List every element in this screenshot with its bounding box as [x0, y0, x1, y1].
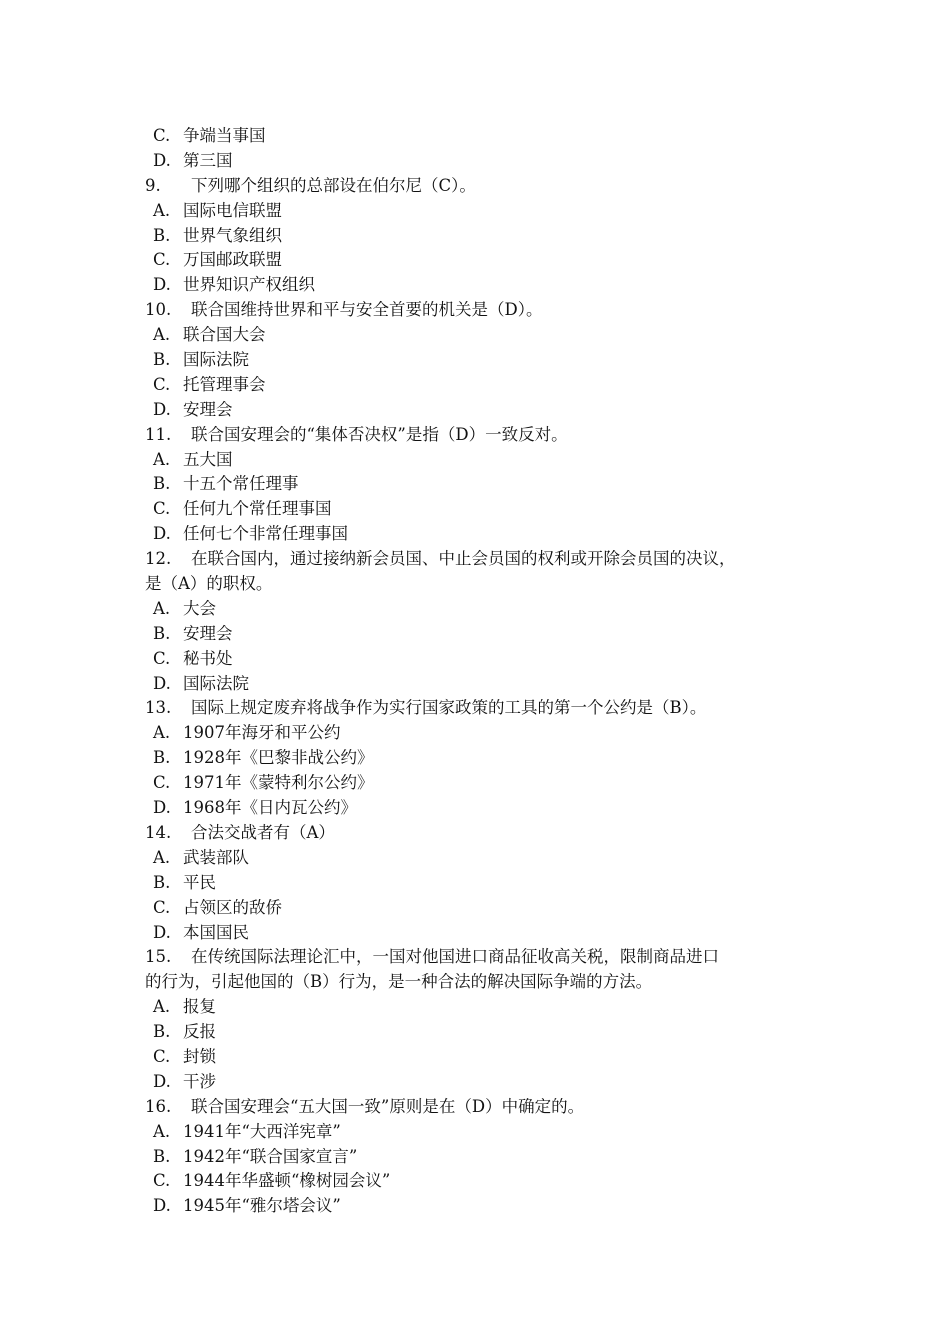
option-text: 1945年“雅尔塔会议”	[183, 1196, 341, 1216]
answer-option	[145, 1120, 815, 1145]
answer-option	[145, 846, 815, 871]
option-text: 1942年“联合国家宣言”	[183, 1146, 358, 1166]
option-text: 1968年《日内瓦公约》	[183, 798, 357, 818]
question-text: 合法交战者有（A）	[191, 822, 335, 842]
answer-option	[145, 1070, 815, 1095]
answer-option	[145, 199, 815, 224]
option-letter: C.	[153, 250, 171, 270]
question-number: 12.	[145, 549, 172, 569]
answer-option	[145, 746, 815, 771]
question-number: 11.	[145, 424, 172, 444]
question-number: 9.	[145, 175, 161, 195]
question-text: 在传统国际法理论汇中，一国对他国进口商品征收高关税，限制商品进口	[191, 947, 719, 967]
option-text: 万国邮政联盟	[183, 250, 282, 270]
answer-option	[145, 796, 815, 821]
answer-option	[145, 149, 815, 174]
answer-option	[145, 348, 815, 373]
question-continuation	[145, 970, 815, 995]
option-text: 安理会	[183, 399, 233, 419]
option-text: 平民	[183, 872, 216, 892]
option-letter: C.	[153, 374, 171, 394]
answer-option	[145, 1194, 815, 1219]
option-letter: A.	[153, 723, 171, 743]
option-text: 武装部队	[183, 847, 249, 867]
question-number: 16.	[145, 1096, 172, 1116]
option-text: 世界气象组织	[183, 225, 282, 245]
option-text: 国际电信联盟	[183, 200, 282, 220]
option-text: 争端当事国	[183, 126, 266, 145]
question-text: 是（A）的职权。	[145, 574, 273, 594]
option-letter: A.	[153, 325, 171, 345]
question-line	[145, 423, 815, 448]
option-letter: C.	[153, 499, 171, 519]
answer-option	[145, 647, 815, 672]
answer-option	[145, 448, 815, 473]
answer-option	[145, 1169, 815, 1194]
option-text: 反报	[183, 1022, 216, 1042]
option-letter: C.	[153, 773, 171, 793]
answer-option	[145, 896, 815, 921]
option-letter: C.	[153, 648, 171, 668]
option-letter: B.	[153, 225, 171, 245]
answer-option	[145, 497, 815, 522]
option-letter: A.	[153, 449, 171, 469]
option-letter: C.	[153, 897, 171, 917]
answer-option	[145, 771, 815, 796]
question-number: 13.	[145, 698, 172, 718]
question-number: 15.	[145, 947, 172, 967]
option-text: 安理会	[183, 623, 233, 643]
option-text: 大会	[183, 598, 216, 618]
answer-option	[145, 124, 815, 149]
option-letter: B.	[153, 350, 171, 370]
option-text: 联合国大会	[183, 325, 266, 345]
option-letter: D.	[153, 673, 171, 693]
option-text: 1928年《巴黎非战公约》	[183, 748, 374, 768]
answer-option	[145, 995, 815, 1020]
option-text: 第三国	[183, 150, 233, 170]
option-letter: D.	[153, 798, 171, 818]
option-letter: D.	[153, 1196, 171, 1216]
question-line	[145, 547, 815, 572]
option-text: 国际法院	[183, 350, 249, 370]
option-text: 本国国民	[183, 922, 249, 942]
question-continuation	[145, 572, 815, 597]
option-text: 秘书处	[183, 648, 233, 668]
answer-option	[145, 721, 815, 746]
option-letter: A.	[153, 997, 171, 1017]
option-text: 干涉	[183, 1071, 216, 1091]
option-letter: C.	[153, 126, 171, 145]
option-letter: D.	[153, 524, 171, 544]
question-line	[145, 945, 815, 970]
document-body	[145, 124, 815, 1219]
answer-option	[145, 1045, 815, 1070]
answer-option	[145, 622, 815, 647]
question-text: 下列哪个组织的总部设在伯尔尼（C）。	[191, 175, 476, 195]
answer-option	[145, 597, 815, 622]
option-text: 任何九个常任理事国	[183, 499, 332, 519]
option-text: 托管理事会	[183, 374, 266, 394]
option-text: 世界知识产权组织	[183, 275, 315, 295]
option-text: 封锁	[183, 1046, 216, 1066]
answer-option	[145, 1145, 815, 1170]
answer-option	[145, 373, 815, 398]
question-text: 联合国安理会的“集体否决权”是指（D）一致反对。	[191, 424, 568, 444]
question-line	[145, 821, 815, 846]
option-letter: B.	[153, 623, 171, 643]
option-letter: B.	[153, 1146, 171, 1166]
option-letter: B.	[153, 1022, 171, 1042]
answer-option	[145, 921, 815, 946]
option-letter: A.	[153, 200, 171, 220]
option-letter: D.	[153, 399, 171, 419]
option-text: 任何七个非常任理事国	[183, 524, 348, 544]
option-text: 五大国	[183, 449, 233, 469]
question-text: 联合国安理会“五大国一致”原则是在（D）中确定的。	[191, 1096, 585, 1116]
answer-option	[145, 1020, 815, 1045]
option-text: 报复	[183, 997, 216, 1017]
answer-option	[145, 273, 815, 298]
answer-option	[145, 672, 815, 697]
option-letter: A.	[153, 1121, 171, 1141]
question-line	[145, 1095, 815, 1120]
answer-option	[145, 398, 815, 423]
question-text: 在联合国内，通过接纳新会员国、中止会员国的权利或开除会员国的决议，	[191, 549, 736, 569]
answer-option	[145, 248, 815, 273]
option-letter: C.	[153, 1046, 171, 1066]
option-text: 1907年海牙和平公约	[183, 723, 341, 743]
question-line	[145, 174, 815, 199]
option-letter: A.	[153, 847, 171, 867]
question-line	[145, 298, 815, 323]
option-letter: B.	[153, 474, 171, 494]
answer-option	[145, 323, 815, 348]
question-number: 14.	[145, 822, 172, 842]
answer-option	[145, 472, 815, 497]
option-letter: A.	[153, 598, 171, 618]
option-letter: D.	[153, 275, 171, 295]
question-text: 国际上规定废弃将战争作为实行国家政策的工具的第一个公约是（B）。	[191, 698, 707, 718]
option-text: 十五个常任理事	[183, 474, 299, 494]
option-letter: D.	[153, 1071, 171, 1091]
question-text: 的行为，引起他国的（B）行为，是一种合法的解决国际争端的方法。	[145, 972, 653, 992]
question-text: 联合国维持世界和平与安全首要的机关是（D）。	[191, 300, 543, 320]
option-letter: B.	[153, 748, 171, 768]
option-letter: D.	[153, 922, 171, 942]
answer-option	[145, 224, 815, 249]
option-text: 1941年“大西洋宪章”	[183, 1121, 341, 1141]
question-line	[145, 696, 815, 721]
question-number: 10.	[145, 300, 172, 320]
answer-option	[145, 522, 815, 547]
option-text: 1971年《蒙特利尔公约》	[183, 773, 374, 793]
option-letter: D.	[153, 150, 171, 170]
answer-option	[145, 871, 815, 896]
option-letter: B.	[153, 872, 171, 892]
option-text: 国际法院	[183, 673, 249, 693]
option-text: 占领区的敌侨	[183, 897, 282, 917]
option-letter: C.	[153, 1171, 171, 1191]
option-text: 1944年华盛顿“橡树园会议”	[183, 1171, 391, 1191]
